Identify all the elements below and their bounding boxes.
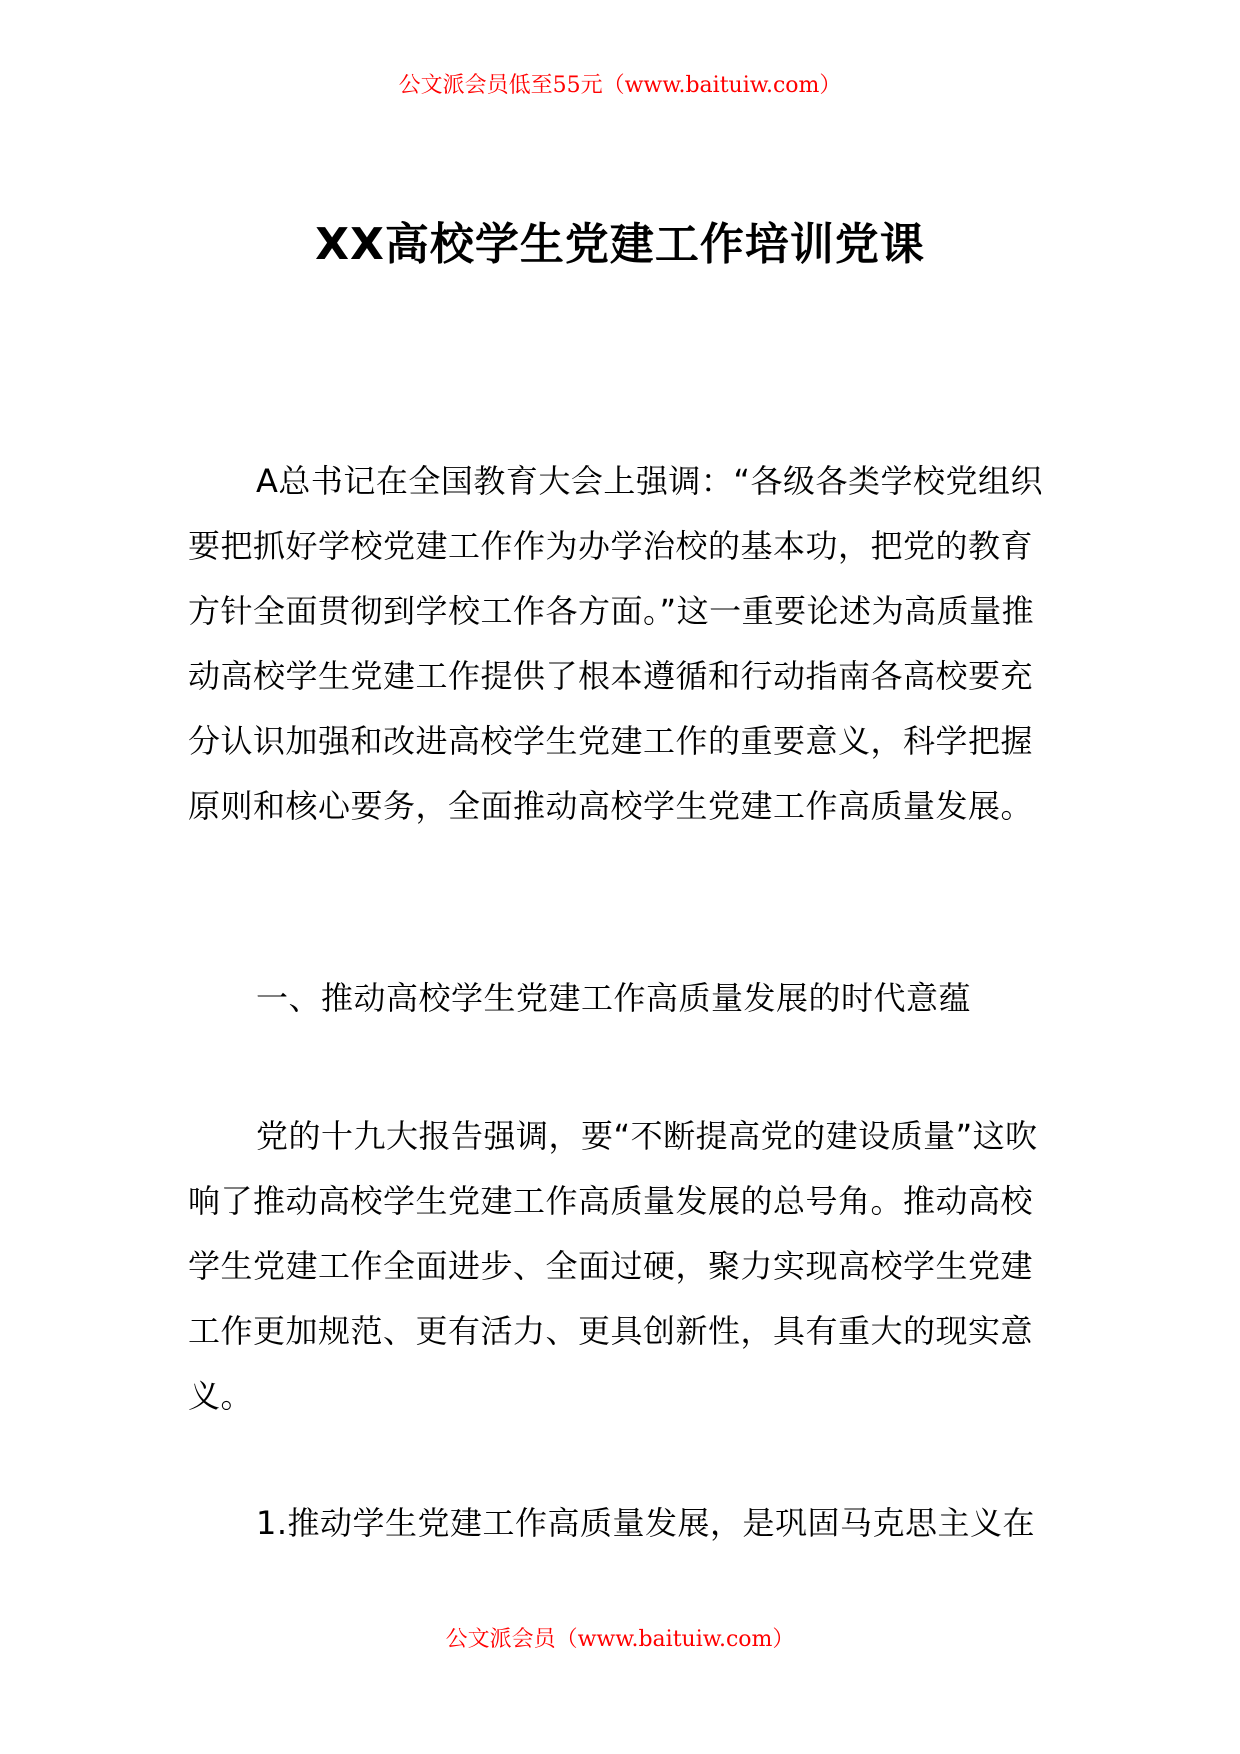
subsection-paragraph-1: 1.推动学生党建工作高质量发展，是巩固马克思主义在 — [256, 1504, 1036, 1542]
body-paragraph: 党的十九大报告强调，要“不断提高党的建设质量”这吹响了推动高校学生党建工作高质量发展的总号角。推动高校学生党建工作全面进步、全面过硬，聚力实现高校学生党建工作更加规范、更有活力、更具创新性，具有重大的现实意义。 — [188, 1117, 1038, 1415]
document-title: XX高校学生党建工作培训党课 — [315, 219, 925, 270]
intro-paragraph: A总书记在全国教育大会上强调：“各级各类学校党组织要把抓好学校党建工作作为办学治校的基本功，把党的教育方针全面贯彻到学校工作各方面。”这一重要论述为高质量推动高校学生党建工作提供了根本遵循和行动指南各高校要充分认识加强和改进高校学生党建工作的重要意义，科学把握原则和核心要务，全面推动高校学生党建工作高质量发展。 — [188, 462, 1043, 825]
header-promo-link[interactable]: 公文派会员低至55元（www.baituiw.com） — [398, 73, 842, 98]
footer-promo-link[interactable]: 公文派会员（www.baituiw.com） — [445, 1627, 795, 1652]
section-heading-1: 一、推动高校学生党建工作高质量发展的时代意蕴 — [256, 979, 972, 1017]
